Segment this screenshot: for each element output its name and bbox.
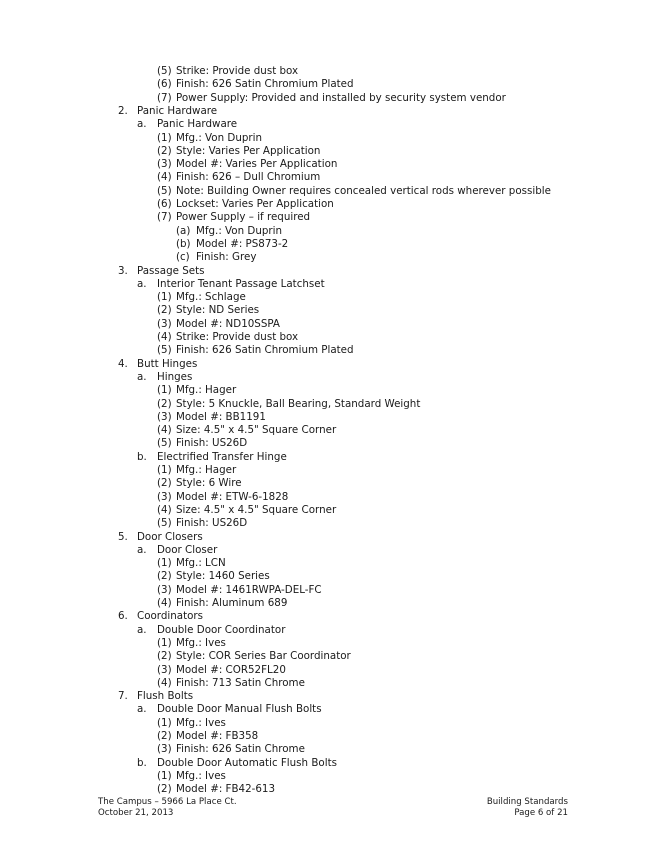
list-text: Power Supply: Provided and installed by security system vendor xyxy=(176,91,506,104)
list-text: Door Closers xyxy=(137,530,203,543)
list-text: Model #: ND10SSPA xyxy=(176,317,280,330)
list-marker: (3) xyxy=(157,663,172,676)
list-text: Panic Hardware xyxy=(157,118,238,131)
list-text: Mfg.: Von Duprin xyxy=(176,131,263,144)
list-marker: (c) xyxy=(176,251,190,264)
list-text: Mfg.: Ives xyxy=(176,769,226,782)
list-marker: (a) xyxy=(176,224,191,237)
list-text: Finish: 626 Satin Chromium Plated xyxy=(176,344,354,357)
list-marker: (1) xyxy=(157,384,172,397)
list-marker: (1) xyxy=(157,636,172,649)
list-text: Strike: Provide dust box xyxy=(176,331,299,343)
list-marker: (3) xyxy=(157,743,172,756)
list-text: Mfg.: Hager xyxy=(176,464,237,476)
list-text: Mfg.: Ives xyxy=(176,716,226,729)
footer-project-address: The Campus – 5966 La Place Ct. xyxy=(98,797,237,807)
list-marker: (5) xyxy=(157,65,172,77)
list-text: Finish: 626 Satin Chromium Plated xyxy=(176,78,354,91)
footer-right xyxy=(487,797,568,819)
list-marker: (3) xyxy=(157,410,172,423)
list-text: Butt Hinges xyxy=(137,357,198,370)
list-marker: (3) xyxy=(157,490,172,503)
list-marker: a. xyxy=(137,703,147,716)
list-marker: (2) xyxy=(157,650,172,663)
list-text: Finish: US26D xyxy=(176,437,248,450)
list-marker: (5) xyxy=(157,437,172,450)
list-marker: (3) xyxy=(157,583,172,596)
list-marker: (b) xyxy=(176,237,191,250)
list-marker: b. xyxy=(137,450,147,463)
list-text: Mfg.: Hager xyxy=(176,384,237,397)
list-text: Model #: Varies Per Application xyxy=(176,158,338,171)
list-marker: (4) xyxy=(157,171,172,184)
list-marker: 2. xyxy=(118,104,128,117)
list-text: Mfg.: Von Duprin xyxy=(196,224,283,237)
list-text: Finish: 713 Satin Chrome xyxy=(176,676,305,689)
list-marker: (7) xyxy=(157,91,172,104)
list-text: Note: Building Owner requires concealed vertical rods wherever possible xyxy=(176,184,551,197)
list-marker: a. xyxy=(137,623,147,636)
list-text: Style: ND Series xyxy=(176,304,260,317)
list-marker: (2) xyxy=(157,783,172,796)
list-marker: (5) xyxy=(157,184,172,197)
list-marker: (2) xyxy=(157,304,172,317)
list-marker: (1) xyxy=(157,557,172,570)
list-marker: (4) xyxy=(157,503,172,516)
list-marker: (2) xyxy=(157,730,172,742)
list-text: Passage Sets xyxy=(137,264,205,277)
list-text: Style: 6 Wire xyxy=(176,477,242,490)
list-text: Mfg.: LCN xyxy=(176,557,226,570)
list-marker: a. xyxy=(137,370,147,383)
list-text: Style: Varies Per Application xyxy=(176,144,321,157)
list-text: Model #: FB358 xyxy=(176,730,259,742)
list-marker: (1) xyxy=(157,131,172,144)
list-marker: 4. xyxy=(118,357,128,370)
list-marker: (4) xyxy=(157,597,172,609)
list-marker: (6) xyxy=(157,198,172,210)
list-text: Model #: FB42-613 xyxy=(176,783,276,796)
list-text: Electrified Transfer Hinge xyxy=(157,450,287,463)
list-text: Double Door Automatic Flush Bolts xyxy=(157,756,337,769)
footer-date: October 21, 2013 xyxy=(98,808,174,818)
list-text: Mfg.: Ives xyxy=(176,636,226,649)
list-text: Finish: US26D xyxy=(176,517,248,530)
list-marker: (4) xyxy=(157,331,172,343)
list-text: Model #: PS873-2 xyxy=(196,237,289,250)
list-text: Double Door Manual Flush Bolts xyxy=(157,703,322,716)
list-text: Panic Hardware xyxy=(137,104,218,117)
list-marker: (7) xyxy=(157,211,172,224)
list-text: Coordinators xyxy=(137,610,204,623)
footer-left xyxy=(98,797,237,819)
list-text: Style: COR Series Bar Coordinator xyxy=(176,650,351,663)
list-text: Style: 5 Knuckle, Ball Bearing, Standard Weight xyxy=(176,397,421,410)
list-marker: b. xyxy=(137,756,147,769)
list-text: Interior Tenant Passage Latchset xyxy=(157,277,325,290)
list-text: Finish: 626 – Dull Chromium xyxy=(176,171,321,184)
list-marker: a. xyxy=(137,277,147,290)
list-marker: a. xyxy=(137,543,147,556)
list-marker: (5) xyxy=(157,344,172,357)
list-text: Hinges xyxy=(157,370,193,383)
list-marker: (4) xyxy=(157,424,172,437)
list-text: Strike: Provide dust box xyxy=(176,65,299,77)
list-text: Style: 1460 Series xyxy=(176,570,270,583)
list-text: Finish: Aluminum 689 xyxy=(176,597,288,609)
list-text: Finish: 626 Satin Chrome xyxy=(176,743,305,756)
list-text: Lockset: Varies Per Application xyxy=(176,198,334,210)
list-marker: (2) xyxy=(157,144,172,157)
list-text: Model #: COR52FL20 xyxy=(176,663,286,676)
list-text: Mfg.: Schlage xyxy=(176,291,246,304)
list-marker: 3. xyxy=(118,264,128,277)
list-marker: (1) xyxy=(157,716,172,729)
list-marker: (1) xyxy=(157,464,172,476)
footer-page-number: Page 6 of 21 xyxy=(514,808,568,818)
list-text: Flush Bolts xyxy=(137,690,194,703)
list-text: Finish: Grey xyxy=(196,251,257,264)
list-marker: (4) xyxy=(157,676,172,689)
list-text: Size: 4.5" x 4.5" Square Corner xyxy=(176,424,337,437)
list-marker: (5) xyxy=(157,517,172,530)
list-text: Model #: ETW-6-1828 xyxy=(176,490,289,503)
list-marker: (3) xyxy=(157,158,172,171)
list-marker: (2) xyxy=(157,570,172,583)
list-text: Model #: 1461RWPA-DEL-FC xyxy=(176,583,322,596)
list-text: Double Door Coordinator xyxy=(157,623,286,636)
list-marker: 5. xyxy=(118,530,128,543)
footer-section-title: Building Standards xyxy=(486,797,568,807)
list-text: Model #: BB1191 xyxy=(176,410,266,423)
list-marker: a. xyxy=(137,118,147,131)
list-marker: 6. xyxy=(118,610,128,623)
list-marker: (2) xyxy=(157,477,172,490)
list-text: Size: 4.5" x 4.5" Square Corner xyxy=(176,503,337,516)
list-text: Door Closer xyxy=(157,543,218,556)
list-marker: (1) xyxy=(157,769,172,782)
list-text: Power Supply – if required xyxy=(176,211,311,224)
list-marker: (6) xyxy=(157,78,172,91)
list-marker: (1) xyxy=(157,291,172,304)
list-marker: (2) xyxy=(157,397,172,410)
list-marker: (3) xyxy=(157,317,172,330)
list-marker: 7. xyxy=(118,690,128,703)
